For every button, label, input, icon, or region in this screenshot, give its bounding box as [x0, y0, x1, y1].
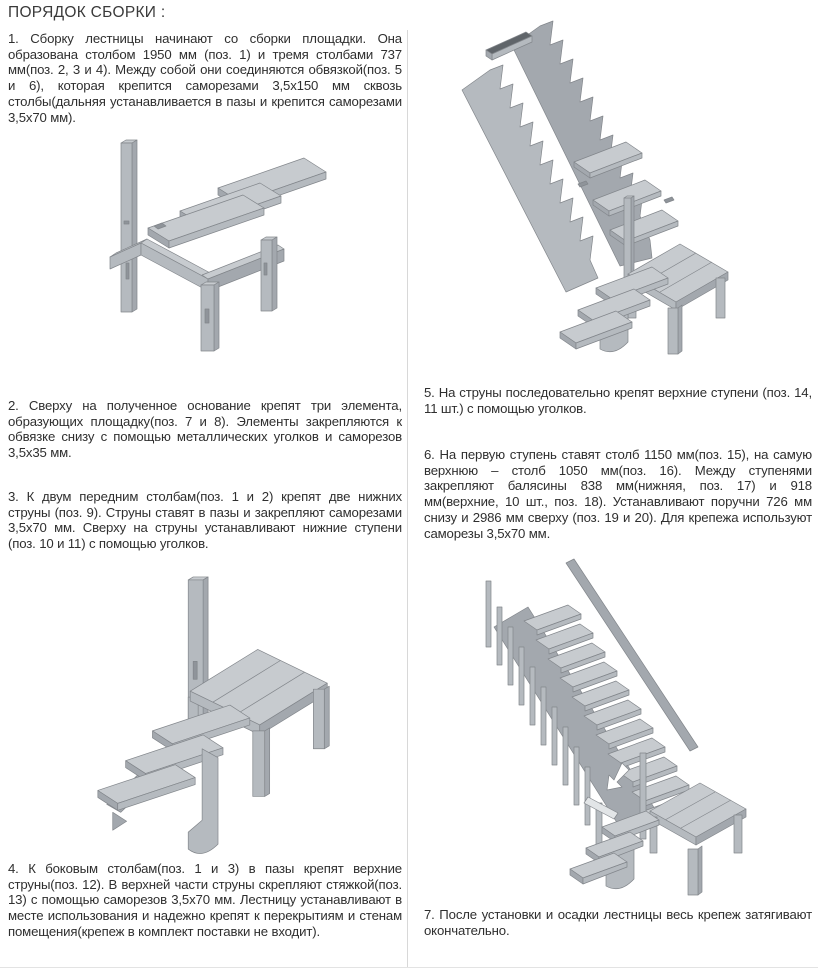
figure-step1-platform-exploded-view [58, 133, 358, 398]
figure-step6-staircase-with-balusters [428, 557, 810, 908]
lower-steps [570, 811, 659, 889]
platform-lower-steps-drawing [40, 570, 400, 860]
short-posts [201, 237, 277, 351]
platform-exploded-drawing [58, 133, 358, 393]
column-divider [407, 30, 408, 968]
step-5-text: 5. На струны последовательно крепят верхние ступени (поз. 14, 11 шт.) с помощью уголков. [424, 385, 812, 416]
lower-steps [98, 705, 250, 810]
staircase-balusters-drawing [428, 557, 810, 903]
bottom-rule [0, 967, 818, 968]
step-1-text: 1. Сборку лестницы начинают со сборки площадки. Она образована столбом 1950 мм (поз. 1) и тремя столбами 737 мм(поз. 2, 3 и 4). Между собой они соединяются обвязкой(поз. 5 и 6), которая крепится саморезами 3,5х150 мм сквозь столбы(дальняя устанавливается в пазы и крепится саморезами 3,5х70 мм). [8, 31, 402, 125]
platform [650, 783, 746, 895]
figure-step5-strings-and-steps [428, 12, 810, 385]
step-7-text: 7. После установки и осадки лестницы весь крепеж затягивают окончательно. [424, 907, 812, 938]
corner-post [624, 196, 634, 280]
step-3-text: 3. К двум передним столбам(поз. 1 и 2) крепят две нижних струны (поз. 9). Струны ставят в пазы и закрепляют саморезами 3,5х70 мм. Сверху на струны устанавливают нижние ступени (поз. 10 и 11) с помощью уголков. [8, 489, 402, 552]
tall-post [121, 140, 137, 312]
figure-step3-platform-with-lower-steps [40, 570, 400, 865]
step-2-text: 2. Сверху на полученное основание крепят три элемента, образующих площадку(поз. 7 и 8). Элементы закрепляются к обвязке снизу с помощью металлических уголков и саморезов 3,5х35 мм. [8, 398, 402, 461]
step-4-text: 4. К боковым столбам(поз. 1 и 3) в пазы крепят верхние струны(поз. 12). В верхней части струны скрепляют стяжкой(поз. 13) с помощью саморезов 3,5х70 мм. Лестницу устанавливают в месте использования и надежно крепят к перекрытиям и стенам помещения(крепеж в комплект поставки не входит). [8, 861, 402, 939]
step-6-text: 6. На первую ступень ставят столб 1150 мм(поз. 15), на самую верхнюю – столб 1050 мм(поз. 16). Между ступенями закрепляют балясины 838 мм(нижняя, поз. 17) и 918 мм(верхние, 10 шт., поз. 18). Устанавливают поручни 726 мм снизу и 2986 мм сверху (поз. 19 и 20). Для крепежа используют саморезы 3,5х70 мм. [424, 447, 812, 541]
strings-steps-drawing [428, 12, 810, 380]
page-title: ПОРЯДОК СБОРКИ : [8, 4, 166, 21]
